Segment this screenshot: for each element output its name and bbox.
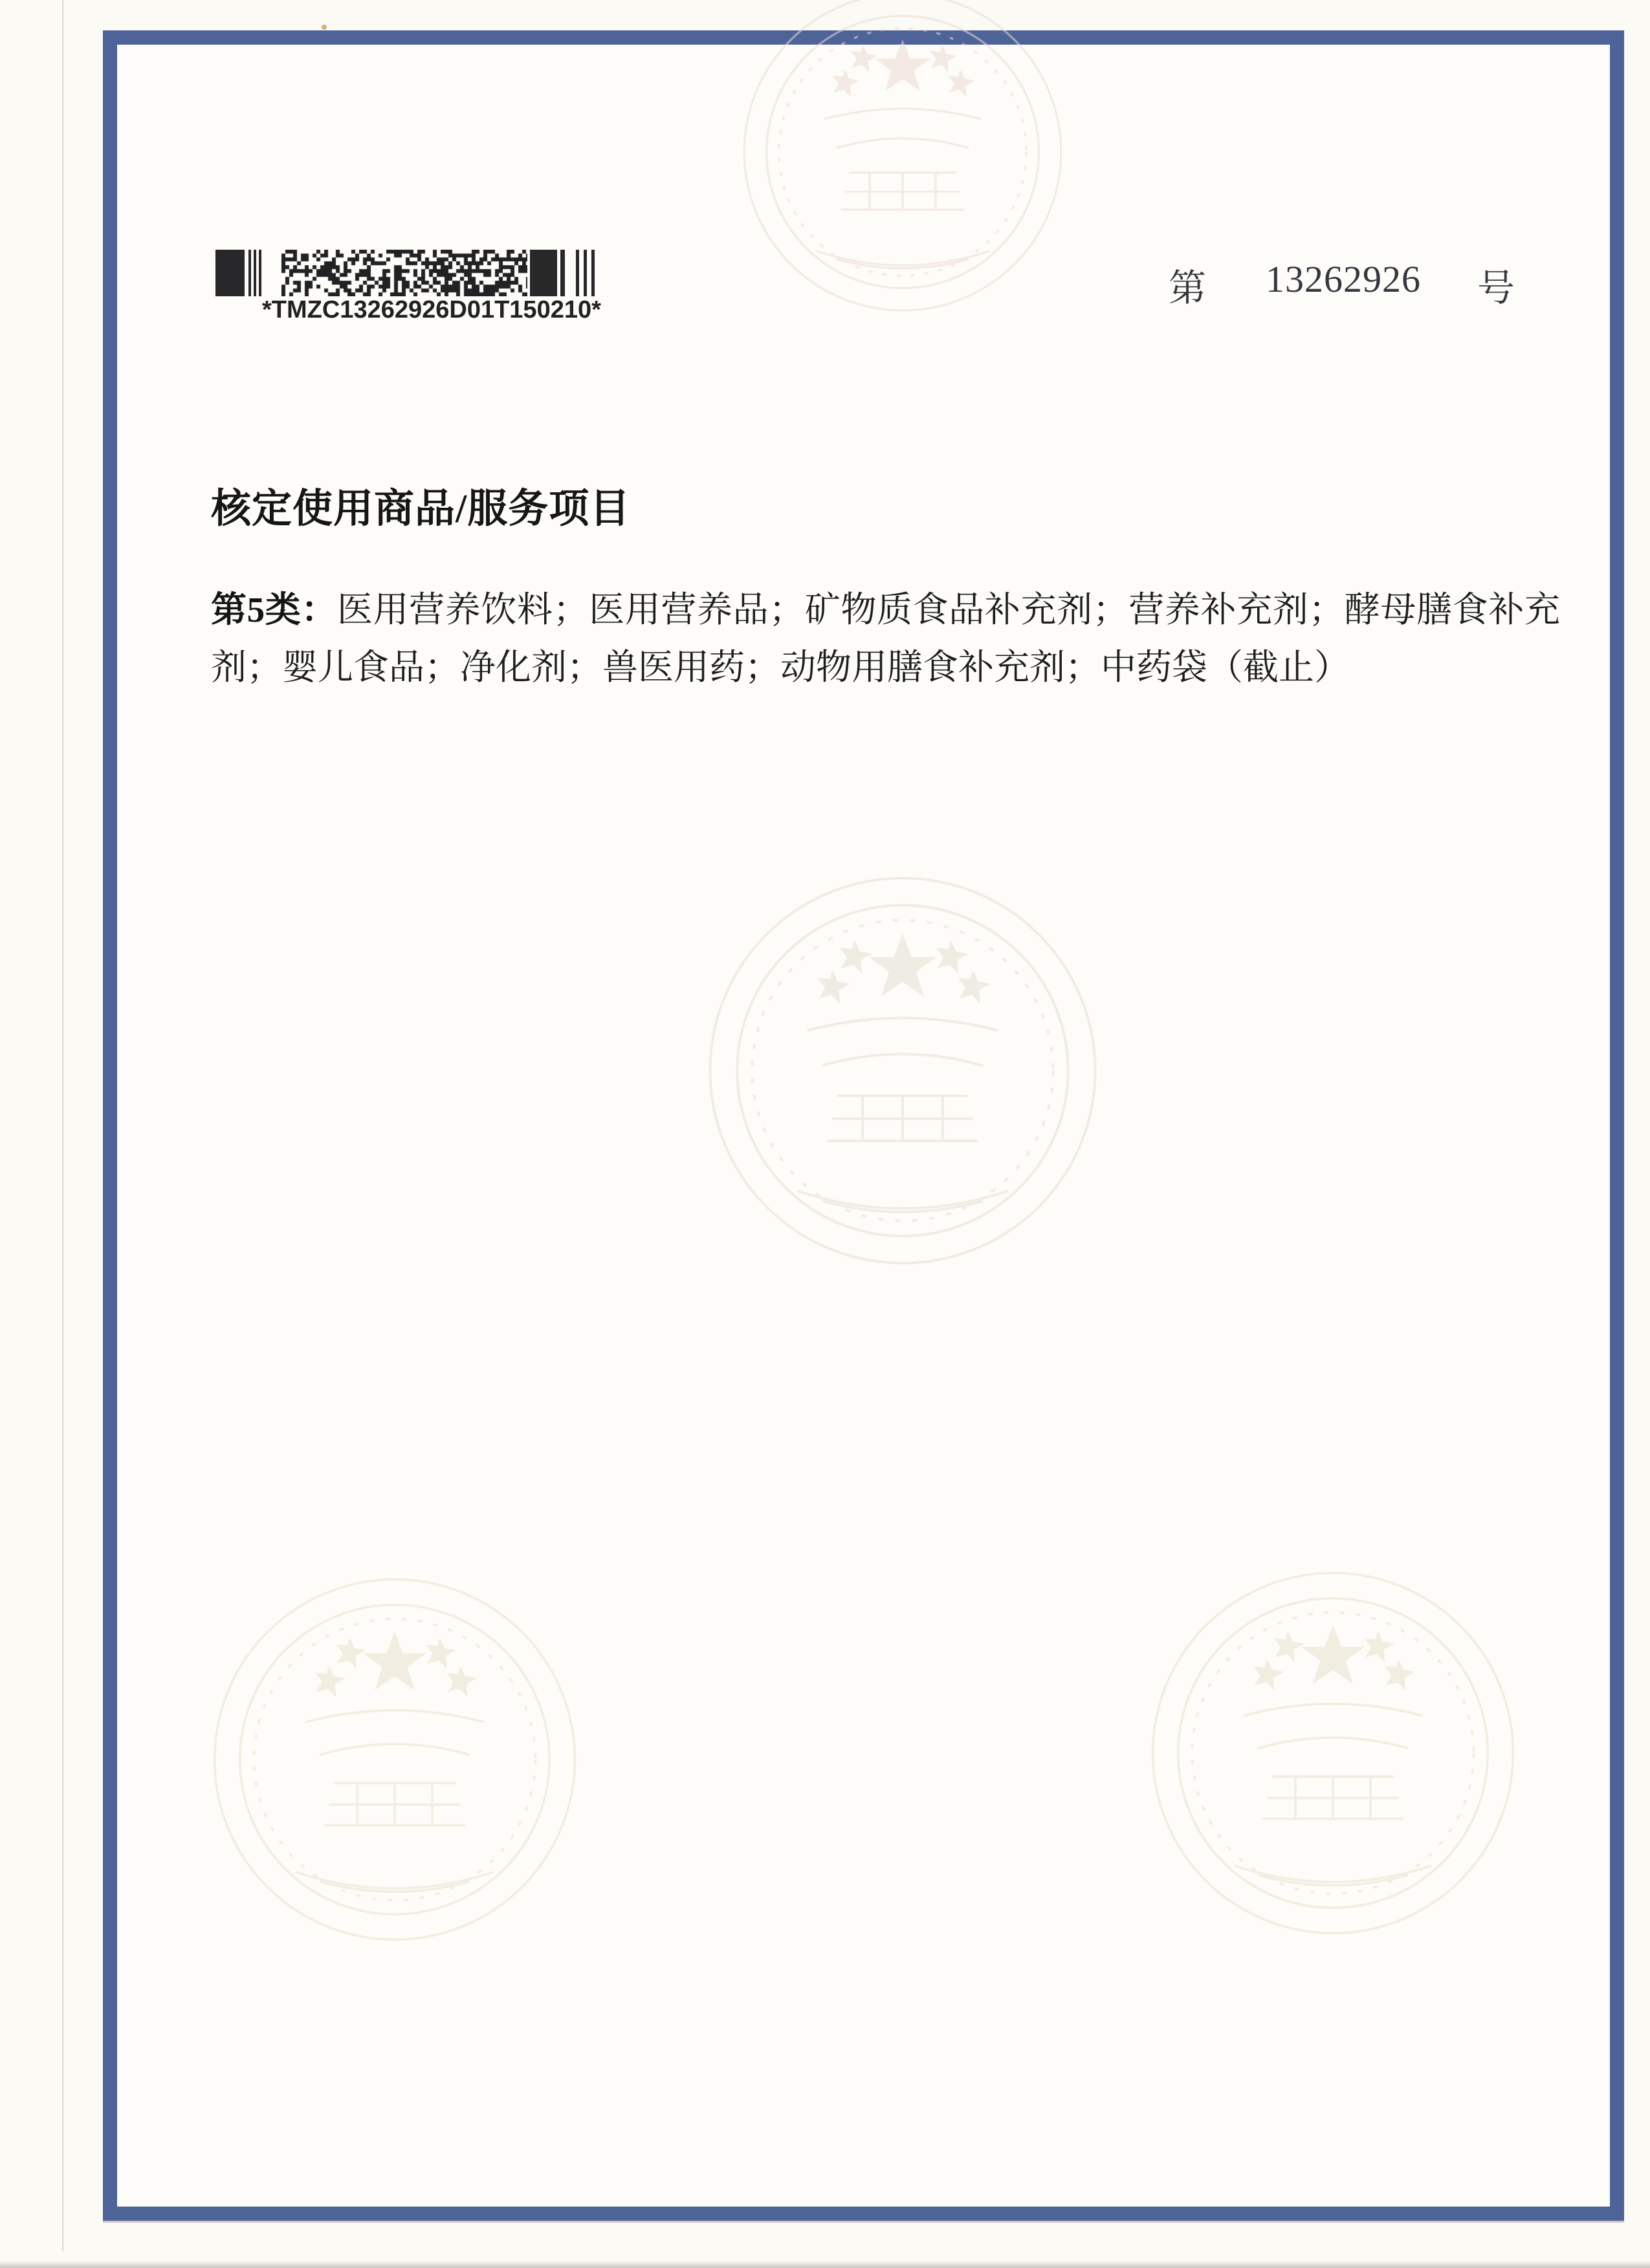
approved-goods-title: 核定使用商品/服务项目 [211, 487, 631, 531]
frame-bottom-shadow [103, 2221, 1624, 2223]
scan-bottom-edge [0, 2262, 1650, 2268]
paper-speck [322, 25, 327, 30]
goods-class-label: 第5类： [211, 590, 337, 629]
barcode-text: *TMZC13262926D01T150210* [262, 296, 601, 323]
certificate-border-frame [103, 30, 1624, 2221]
barcode-start-block [215, 250, 245, 296]
barcode-bar [584, 250, 587, 296]
barcode-bar [259, 250, 261, 296]
barcode-bar [248, 250, 251, 296]
barcode-bar [591, 250, 595, 296]
paper-edge-line [62, 0, 63, 2251]
barcode-bar [254, 250, 256, 296]
goods-items-text: 医用营养饮料；医用营养品；矿物质食品补充剂；营养补充剂；酵母膳食补充剂；婴儿食品；净化剂；兽医用药；动物用膳食补充剂；中药袋（截止） [211, 590, 1560, 687]
barcode-bar [576, 250, 579, 296]
registration-number-prefix: 第 [1169, 267, 1207, 309]
approved-goods-paragraph [211, 581, 1560, 696]
registration-number-value: 13262926 [1266, 258, 1421, 300]
registration-number-suffix: 号 [1477, 267, 1515, 309]
barcode-matrix [281, 250, 527, 296]
barcode-end-block [530, 250, 557, 296]
barcode-bar [560, 250, 565, 296]
